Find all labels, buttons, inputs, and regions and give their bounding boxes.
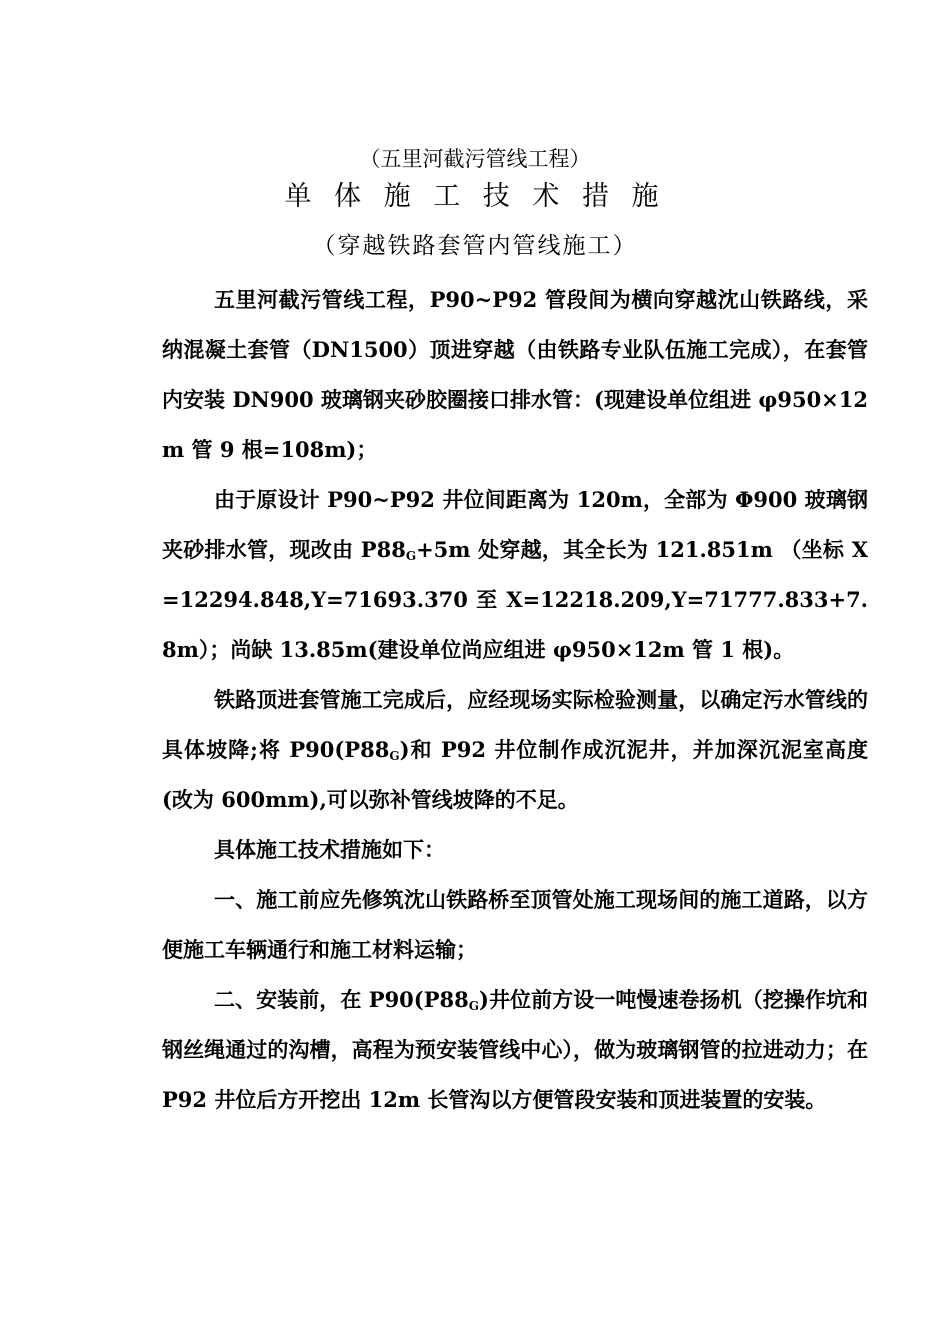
- paragraph-measures-intro: 具体施工技术措施如下：: [214, 837, 445, 862]
- subscript: G: [468, 999, 479, 1013]
- paragraph-text: 铁路顶进套管施工完成后，应经现场实际检验测量，以确定污水管线的具体坡降;将 P90(P88: [162, 687, 868, 762]
- subscript: G: [389, 749, 400, 763]
- paragraph-text: +5m 处穿越，其全长为 121.851m （坐标 X=12294.848,Y=71693.370 至 X=12218.209,Y=71777.833+7.8m）；尚缺 13.85m(建设单位尚应组进 φ950×12m 管 1 根)。: [162, 537, 868, 662]
- paragraph-text: )井位前方设一吨慢速卷扬机（挖操作坑和钢丝绳通过的沟槽，高程为预安装管线中心），做为玻璃钢管的拉进动力；在 P92 井位后方开挖出 12m 长管沟以方便管段安装和顶进装置的安装。: [162, 987, 868, 1112]
- paragraph-text: 二、安装前，在 P90(P88: [214, 987, 469, 1012]
- document-subtitle: （穿越铁路套管内管线施工）: [312, 233, 638, 259]
- paragraph-text: 由于原设计 P90~P92 井位间距离为 120m，全部为 Φ900 玻璃钢夹砂排水管，现改由 P88: [162, 487, 868, 562]
- paragraph-step-one: 一、施工前应先修筑沈山铁路桥至顶管处施工现场间的施工道路，以方便施工车辆通行和施工材料运输；: [162, 887, 868, 962]
- paragraph-step-two: [162, 975, 868, 1125]
- paragraph-text: )和 P92 井位制作成沉泥井，并加深沉泥室高度(改为 600mm),可以弥补管线坡降的不足。: [162, 737, 868, 812]
- paragraph-survey: [162, 675, 868, 825]
- subscript: G: [405, 549, 417, 563]
- paragraph-overview: 五里河截污管线工程，P90~P92 管段间为横向穿越沈山铁路线，采纳混凝土套管（DN1500）顶进穿越（由铁路专业队伍施工完成），在套管内安装 DN900 玻璃钢夹砂胶圈接口排水管：(现建设单位组进 φ950×12m 管 9 根=108m)；: [162, 287, 868, 462]
- document-title: 单 体 施 工 技 术 措 施: [284, 181, 666, 212]
- paragraph-design-change: [162, 475, 868, 675]
- project-line: （五里河截污管线工程）: [359, 147, 591, 171]
- document-body: [162, 275, 868, 1125]
